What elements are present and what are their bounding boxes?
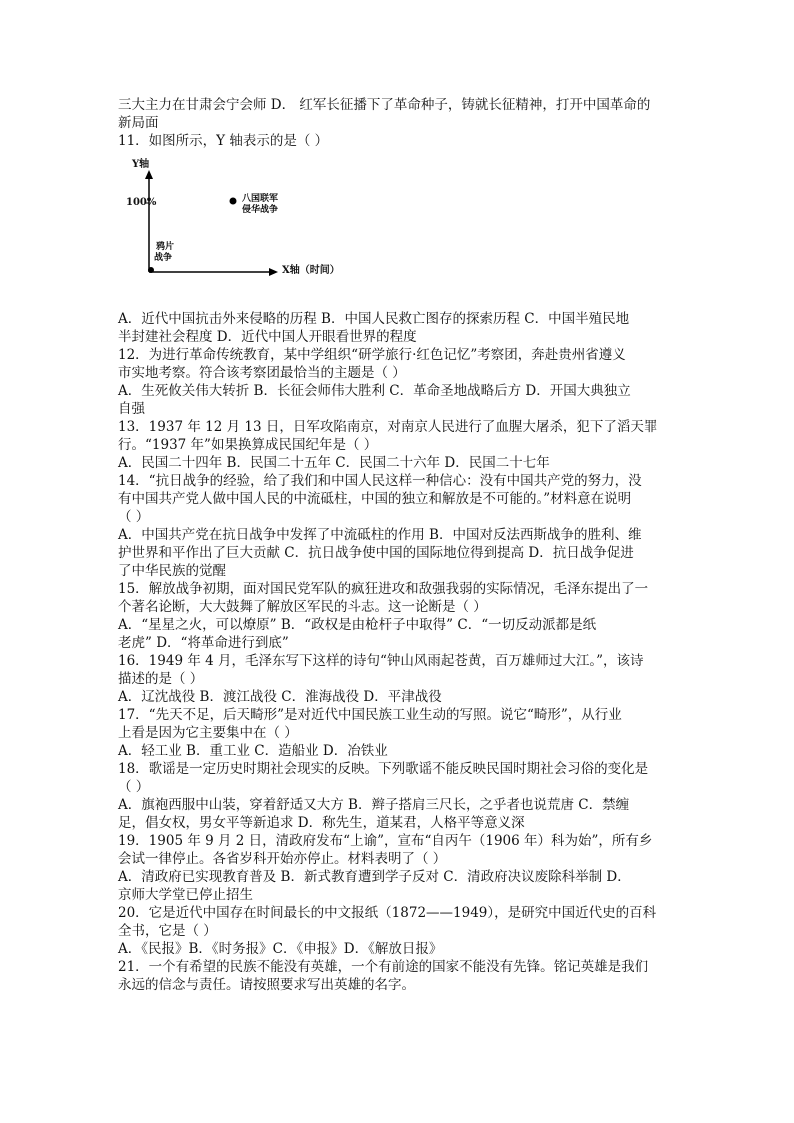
question-text-line: 有中国共产党人做中国人民的中流砥柱，中国的独立和解放是不可能的。”材料意在说明 xyxy=(118,491,632,507)
question-text-line: 了中华民族的觉醒 xyxy=(118,563,226,579)
intro-line: 新局面 xyxy=(118,115,159,131)
question-text-line: 永远的信念与责任。请按照要求写出英雄的名字。 xyxy=(118,977,415,993)
point-high-label-1: 八国联军 xyxy=(242,194,279,204)
question-text-line: 老虎” D．“将革命进行到底” xyxy=(118,635,289,651)
question-text-line: 20．它是近代中国存在时间最长的中文报纸（1872——1949），是研究中国近代史的百科 xyxy=(118,905,657,921)
question-text-line: A．“星星之火，可以燎原” B．“政权是由枪杆子中取得” C．“一切反动派都是纸 xyxy=(118,617,597,633)
question-text-line: A．辽沈战役 B．渡江战役 C．淮海战役 D．平津战役 xyxy=(118,689,442,705)
question-text-line: 护世界和平作出了巨大贡献 C．抗日战争使中国的国际地位得到提高 D．抗日战争促进 xyxy=(118,545,634,561)
question-text-line: A．近代中国抗击外来侵略的历程 B．中国人民救亡图存的探索历程 C．中国半殖民地 xyxy=(118,311,630,327)
question-text-line: 19．1905 年 9 月 2 日，清政府发布“上谕”，宣布“自丙午（1906 年）科为始”，所有乡 xyxy=(118,833,653,849)
question-text-line: 18．歌谣是一定历史时期社会现实的反映。下列歌谣不能反映民国时期社会习俗的变化是 xyxy=(118,761,649,777)
question-text-line: （ ） xyxy=(118,779,150,795)
question-text-line: 16．1949 年 4 月，毛泽东写下这样的诗句“钟山风雨起苍黄，百万雄师过大江。”，该诗 xyxy=(118,653,644,669)
point-high-label-2: 侵华战争 xyxy=(242,205,279,215)
point-low-label-2: 战争 xyxy=(154,253,173,263)
question-text-line: A．民国二十四年 B．民国二十五年 C．民国二十六年 D．民国二十七年 xyxy=(118,455,550,471)
point-low-label-1: 鸦片 xyxy=(156,242,175,252)
intro-line: 三大主力在甘肃会宁会师 D． 红军长征播下了革命种子，铸就长征精神，打开中国革命的 xyxy=(118,97,651,113)
question-text-line: 21．一个有希望的民族不能没有英雄，一个有前途的国家不能没有先锋。铭记英雄是我们 xyxy=(118,959,649,975)
question-text-line: （ ） xyxy=(118,509,150,525)
question-text-line: 描述的是（ ） xyxy=(118,671,204,687)
question-text-line: 17．“先天不足，后天畸形”是对近代中国民族工业生动的写照。说它“畸形”，从行业 xyxy=(118,707,622,723)
question-text-line: 个著名论断，大大鼓舞了解放区军民的斗志。这一论断是（ ） xyxy=(118,599,487,615)
x-axis-arrow xyxy=(269,268,278,276)
question-text-line: 14．“抗日战争的经验，给了我们和中国人民这样一种信心：没有中国共产党的努力，没 xyxy=(118,473,642,489)
question-text-line: 15．解放战争初期，面对国民党军队的疯狂进攻和敌强我弱的实际情况，毛泽东提出了一 xyxy=(118,581,649,597)
question-text-line: 12．为进行革命传统教育，某中学组织“研学旅行·红色记忆”考察团，奔赴贵州省遵义 xyxy=(118,347,626,363)
question-11-stem: 11．如图所示，Y 轴表示的是（ ） xyxy=(118,133,329,149)
question-text-line: 京师大学堂已停止招生 xyxy=(118,887,253,903)
point-opium-war xyxy=(148,267,154,273)
question-text-line: 半封建社会程度 D．近代中国人开眼看世界的程度 xyxy=(118,329,417,345)
question-11-figure xyxy=(118,160,358,300)
question-text-line: A．中国共产党在抗日战争中发挥了中流砥柱的作用 B．中国对反法西斯战争的胜利、维 xyxy=(118,527,642,543)
y-axis-arrow xyxy=(145,170,153,179)
question-text-line: 会试一律停止。各省岁科开始亦停止。材料表明了（ ） xyxy=(118,851,447,867)
y-axis-label: Y轴 xyxy=(132,159,150,170)
question-text-line: 足，倡女权，男女平等新追求 D．称先生，道某君，人格平等意义深 xyxy=(118,815,525,831)
questions-block xyxy=(118,310,678,994)
question-text-line: 13．1937 年 12 月 13 日，日军攻陷南京，对南京人民进行了血腥大屠杀，犯下了滔天罪 xyxy=(118,419,658,435)
question-text-line: A．轻工业 B．重工业 C．造船业 D．冶铁业 xyxy=(118,743,388,759)
point-eight-nation xyxy=(230,198,237,205)
question-text-line: A．旗袍西服中山装，穿着舒适又大方 B．辫子搭肩三尺长，之乎者也说荒唐 C．禁缠 xyxy=(118,797,630,813)
intro-block xyxy=(118,96,678,132)
x-axis-label: X轴（时间） xyxy=(282,265,340,276)
question-text-line: 行。“1937 年”如果换算成民国纪年是（ ） xyxy=(118,437,378,453)
question-text-line: A．清政府已实现教育普及 B．新式教育遭到学子反对 C．清政府决议废除科举制 D． xyxy=(118,869,631,885)
document-content xyxy=(118,96,678,994)
y-tick-label: 100% xyxy=(126,197,157,208)
question-text-line: 上看是因为它主要集中在（ ） xyxy=(118,725,298,741)
axis-diagram xyxy=(118,160,358,300)
question-text-line: A．《民报》B．《时务报》C．《申报》D．《解放日报》 xyxy=(118,941,443,957)
question-text-line: 市实地考察。符合该考察团最恰当的主题是（ ） xyxy=(118,365,406,381)
question-text-line: A．生死攸关伟大转折 B．长征会师伟大胜利 C．革命圣地战略后方 D．开国大典独立 xyxy=(118,383,631,399)
question-text-line: 全书，它是（ ） xyxy=(118,923,217,939)
question-text-line: 自强 xyxy=(118,401,145,417)
